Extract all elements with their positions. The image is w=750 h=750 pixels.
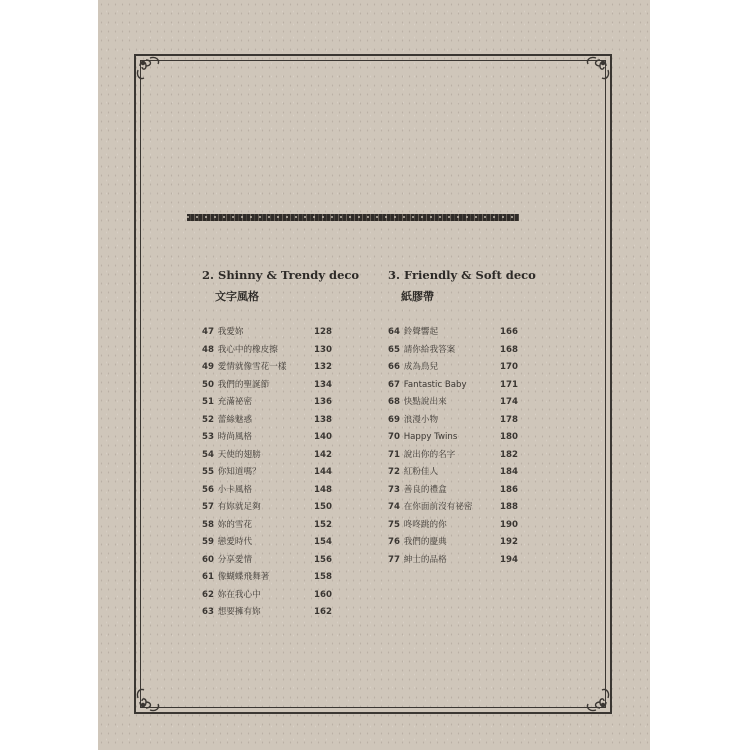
- entry-title: 我們的慶典: [403, 537, 447, 547]
- entry-title: 說出你的名字: [403, 449, 456, 460]
- toc-entry-list: [202, 324, 332, 622]
- entry-number: 70: [388, 432, 400, 442]
- toc-entry-list: [388, 324, 518, 569]
- entry-page-number: 136: [314, 397, 332, 407]
- toc-entry: [202, 447, 332, 465]
- toc-entry: [388, 464, 518, 482]
- toc-entry: [202, 604, 332, 622]
- entry-number: 48: [202, 344, 214, 355]
- toc-entry: [388, 552, 518, 570]
- entry-page-number: 132: [314, 362, 332, 372]
- entry-page-number: 156: [314, 554, 332, 565]
- entry-number: 72: [388, 467, 400, 477]
- toc-entry: [388, 429, 518, 447]
- toc-entry: [202, 552, 332, 570]
- toc-entry: [388, 447, 518, 465]
- entry-title: 妳在我心中: [217, 589, 261, 600]
- entry-number: 73: [388, 484, 400, 495]
- entry-title: 天使的翅膀: [217, 449, 261, 460]
- entry-title: 紳士的品格: [403, 554, 447, 565]
- toc-entry: [202, 517, 332, 535]
- entry-title: 我們的聖誕節: [217, 379, 270, 390]
- entry-title: 分享愛情: [217, 554, 253, 565]
- section-subtitle: 紙膠帶: [401, 290, 434, 303]
- entry-number: 50: [202, 379, 214, 390]
- entry-page-number: 190: [500, 519, 518, 530]
- toc-entry: [202, 324, 332, 342]
- entry-title: 咚咚跳的你: [403, 519, 447, 530]
- entry-title: 妳的雪花: [217, 519, 253, 530]
- entry-number: 51: [202, 397, 214, 407]
- entry-page-number: 170: [500, 362, 518, 372]
- section-subtitle: 文字風格: [215, 290, 259, 303]
- entry-title: 在你面前沒有祕密: [403, 502, 473, 512]
- entry-title: 有妳就足夠: [217, 502, 261, 512]
- entry-title: 快點說出來: [403, 397, 447, 407]
- toc-entry: [388, 517, 518, 535]
- entry-title: 請你給我答案: [403, 344, 456, 355]
- toc-entry: [202, 412, 332, 430]
- toc-entry: [388, 359, 518, 377]
- toc-entry: [202, 342, 332, 360]
- entry-page-number: 140: [314, 432, 332, 442]
- entry-page-number: 168: [500, 344, 518, 355]
- ornament-corner-icon: [132, 682, 166, 716]
- entry-title: Happy Twins: [403, 432, 458, 442]
- entry-number: 77: [388, 554, 400, 565]
- entry-number: 49: [202, 362, 214, 372]
- entry-number: 67: [388, 379, 400, 390]
- toc-entry: [388, 482, 518, 500]
- entry-title: 蕾絲魅惑: [217, 414, 253, 425]
- entry-title: 你知道嗎？: [217, 467, 261, 477]
- entry-number: 68: [388, 397, 400, 407]
- entry-page-number: 194: [500, 554, 518, 565]
- toc-column-right: [388, 268, 536, 565]
- entry-page-number: 144: [314, 467, 332, 477]
- entry-title: 紅粉佳人: [403, 467, 439, 477]
- toc-entry: [202, 394, 332, 412]
- entry-number: 69: [388, 414, 400, 425]
- ornament-corner-icon: [580, 682, 614, 716]
- ornament-corner-icon: [132, 52, 166, 86]
- toc-entry: [388, 377, 518, 395]
- entry-number: 52: [202, 414, 214, 425]
- entry-title: 善良的禮盒: [403, 484, 447, 495]
- entry-title: 愛情就像雪花一樣: [217, 362, 287, 372]
- entry-number: 62: [202, 589, 214, 600]
- entry-title: 小卡風格: [217, 484, 253, 495]
- entry-number: 54: [202, 449, 214, 460]
- entry-number: 71: [388, 449, 400, 460]
- entry-page-number: 134: [314, 379, 332, 390]
- entry-page-number: 171: [500, 379, 518, 390]
- entry-title: 想要擁有妳: [217, 607, 261, 617]
- toc-entry: [202, 377, 332, 395]
- entry-page-number: 186: [500, 484, 518, 495]
- toc-entry: [202, 464, 332, 482]
- toc-entry: [388, 324, 518, 342]
- entry-number: 61: [202, 572, 214, 582]
- entry-page-number: 182: [500, 449, 518, 460]
- entry-page-number: 150: [314, 502, 332, 512]
- entry-number: 66: [388, 362, 400, 372]
- toc-entry: [388, 394, 518, 412]
- ornament-corner-icon: [580, 52, 614, 86]
- entry-page-number: 160: [314, 589, 332, 600]
- entry-page-number: 184: [500, 467, 518, 477]
- entry-title: 我愛妳: [217, 327, 244, 337]
- section-title: 3. Friendly & Soft deco: [388, 268, 536, 282]
- entry-title: 鈴聲響起: [403, 327, 439, 337]
- entry-number: 64: [388, 327, 400, 337]
- entry-page-number: 192: [500, 537, 518, 547]
- entry-number: 65: [388, 344, 400, 355]
- entry-page-number: 174: [500, 397, 518, 407]
- entry-number: 76: [388, 537, 400, 547]
- toc-entry: [202, 569, 332, 587]
- entry-title: 戀愛時代: [217, 537, 253, 547]
- toc-entry: [202, 359, 332, 377]
- toc-page: [98, 0, 650, 750]
- toc-entry: [202, 429, 332, 447]
- entry-title: 浪漫小物: [403, 414, 439, 425]
- entry-number: 63: [202, 607, 214, 617]
- entry-page-number: 130: [314, 344, 332, 355]
- entry-number: 56: [202, 484, 214, 495]
- entry-title: 我心中的橡皮擦: [217, 344, 278, 355]
- toc-entry: [388, 412, 518, 430]
- entry-number: 58: [202, 519, 214, 530]
- entry-number: 47: [202, 327, 214, 337]
- toc-entry: [388, 342, 518, 360]
- entry-page-number: 158: [314, 572, 332, 582]
- section-title: 2. Shinny & Trendy deco: [202, 268, 360, 282]
- toc-entry: [202, 499, 332, 517]
- entry-page-number: 178: [500, 414, 518, 425]
- entry-page-number: 142: [314, 449, 332, 460]
- entry-number: 60: [202, 554, 214, 565]
- toc-entry: [202, 587, 332, 605]
- entry-page-number: 152: [314, 519, 332, 530]
- toc-column-left: [202, 268, 360, 617]
- toc-entry: [202, 482, 332, 500]
- entry-title: 充滿祕密: [217, 397, 253, 407]
- entry-page-number: 138: [314, 414, 332, 425]
- toc-entry: [202, 534, 332, 552]
- entry-number: 74: [388, 502, 400, 512]
- entry-number: 59: [202, 537, 214, 547]
- entry-page-number: 162: [314, 607, 332, 617]
- entry-title: 成為鳥兒: [403, 362, 439, 372]
- entry-title: 時尚風格: [217, 432, 253, 442]
- entry-page-number: 128: [314, 327, 332, 337]
- entry-number: 75: [388, 519, 400, 530]
- entry-page-number: 166: [500, 327, 518, 337]
- entry-title: 像蝴蝶飛舞著: [217, 572, 270, 582]
- entry-page-number: 154: [314, 537, 332, 547]
- entry-page-number: 180: [500, 432, 518, 442]
- entry-number: 53: [202, 432, 214, 442]
- toc-entry: [388, 534, 518, 552]
- entry-page-number: 188: [500, 502, 518, 512]
- decorative-divider-rule: [187, 214, 519, 221]
- entry-title: Fantastic Baby: [403, 379, 467, 390]
- toc-entry: [388, 499, 518, 517]
- entry-page-number: 148: [314, 484, 332, 495]
- entry-number: 57: [202, 502, 214, 512]
- entry-number: 55: [202, 467, 214, 477]
